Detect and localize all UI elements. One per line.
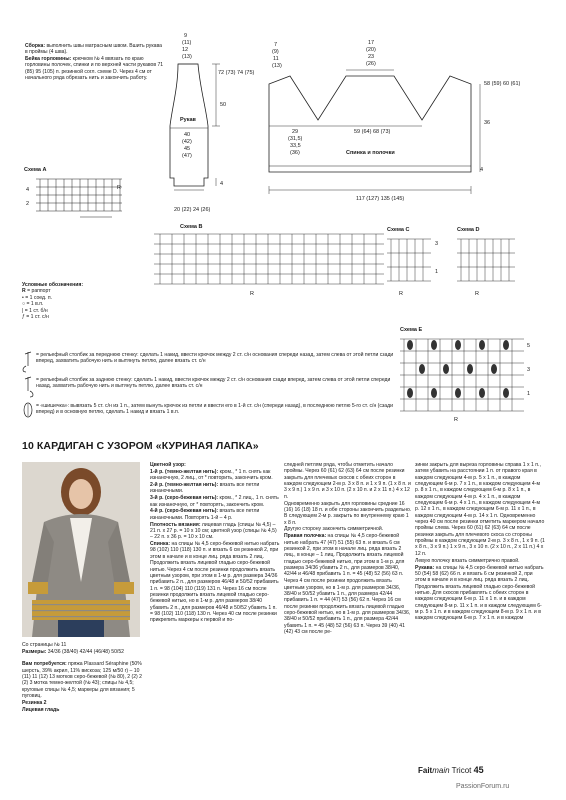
shoulder-0: 7 — [274, 42, 278, 48]
sleeve-top-0: 9 — [184, 33, 188, 39]
column-3 — [284, 462, 412, 636]
front-width-3: (36) — [290, 150, 300, 156]
legend-item-3: | = 1 ст. б/н — [22, 307, 48, 314]
scheme-b-label: Схема B — [180, 224, 203, 230]
neck-1: (20) — [366, 47, 376, 53]
scheme-d — [455, 225, 535, 305]
neck-2: 23 — [368, 54, 375, 60]
legend-back-post: = рельефный столбик за заднюю стенку: сделать 1 накид, ввести крючок между 2 ст. с/н основания сзади вперед, затем слева от этой петли спереди назад, захватить рабочую нить и вытянуть петлю, далее вязать ст. с/н — [36, 377, 391, 390]
row-1: 1-й р. (темно-желтая нить): кром., * 1 п. снять как изнаночную, 2 лиц., от * повторить, закончить кром. — [150, 468, 273, 482]
legend-bump: = «шишечка»: вывязать 5 ст. с/н из 1 п., затем вынуть крючок из петли и ввести его в 1-й ст. с/н (спереди назад), в последнюю петлю 5-го ст. с/н (сзади вперед) и в основную петлю, сделать 1 накид и вязать 1 в.п. — [36, 403, 393, 416]
col3-text3: Другую сторону закончить симметричной. — [284, 526, 384, 533]
scheme-c-row-3: 3 — [435, 241, 439, 247]
scheme-a-row-2: 2 — [26, 201, 30, 207]
materials: Вам потребуется: пряжа Plassard Séraphine (50% шерсть, 39% акрил, 11% вискоза; 125 м/50 г) – 10 (11) 11 (12) 13 мотков серо-бежевой (№ 80), 2 (2) 2 (2) 3 мотка темно-желтой (№ 43); спицы № 4,5; круговые спицы № 4,5; маркеры для вязания; 5 пуговиц. — [22, 661, 142, 699]
legend-symbols — [20, 350, 36, 420]
total-width: 117 (127) 135 (145) — [356, 196, 405, 202]
cardigan-photo — [22, 462, 140, 637]
shoulder-3: (13) — [272, 63, 282, 69]
density: Плотность вязания: лицевая гладь (спицы № 4,5) – 21 п. x 27 р. = 10 x 10 см; цветной узор (спицы № 4,5) – 22 п. x 36 р. = 10 x 10 см. — [150, 521, 277, 541]
scheme-d-label: Схема D — [457, 227, 480, 233]
scheme-e-label: Схема E — [400, 327, 423, 333]
legend-item-1: • = 1 соед. п. — [22, 294, 52, 301]
back-width: 59 (64) 68 (73) — [354, 129, 391, 135]
pattern-label: Цветной узор: — [150, 462, 186, 468]
assembly-text: Сборка: выполнить швы матрасным швом. Вшить рукава в проймы (4 шва). Бейка горловины: крючком № 4 ввязать по краю горловины полочек, спинки и по верхней части рукавов 71 (85) 95 (105) п. резинкой согл. схеме D. Через 4 см от начального ряда обрезать нить и закончить работу. — [25, 43, 164, 82]
scheme-e-row-1: 1 — [527, 391, 531, 397]
col4-text1: зинки закрыть для выреза горловины справа 1 x 1 п., затем убавить на расстоянии 1 п. от правого края в каждом следующем 4-м р. 5 x 1 п., в каждом следующем 6-м р. 7 x 1 п., в каждом следующем 4-м р. 8 x 1 п., в каждом следующем 6-м р. 8 x 1 п., в каждом следующем 4-м р. 4 x 1 п., в каждом следующем 6-м р. 4 x 1 п., в каждом следующем 4-м р. 12 x 1 п., в каждом следующем 6-м р. 11 x 1 п., в каждом следующем 4-м р. 14 x 1 п. Одновременно через 40 см после резинки отметить маркером начало проймы слева. Через 60 (61) 62 (63) 64 см после резинки закрыть для плечевого скоса со стороны проймы в каждом следующем 2-м р. 3 x 8 п., 1 x 9 п. (1 x 8 п., 3 x 9 п.) 1 x 9 п., 3 x 10 п. (2 x 10 п., 2 x 11 п.) 4 x 12 п. — [415, 462, 545, 557]
footer — [418, 765, 484, 775]
right-front: Правая полочка: на спицы № 4,5 серо-бежевой нитью набрать 47 (47) 51 (55) 63 п. и вязать 6 см резинкой 2, при этом в начале лиц. ряда вязать 2 лиц., в конце – 1 лиц. Продолжить вязать лицевой гладью серо-бежевой нитью, при этом в 1-м р. для размера 34/36 убавить 2 п., для размеров 38/40, 42/44 и 46/48 прибавить 1 п. = 45 (48) 52 (56) 63 п. — [284, 533, 405, 578]
column-4 — [415, 462, 545, 622]
legend — [22, 282, 147, 320]
sleeve-label: Рукав — [180, 117, 196, 123]
col3-text1: следней петлям ряда, чтобы отметить начало проймы. Через 60 (61) 62 (63) 64 см после резинки закрыть для плечевых скосов с обеих сторон в каждом следующем 2-м р. 3 x 8 п. и 1 x 9 п. (1 x 8 п. и 3 x 9 п.) 1 x 9 п. и 3 x 10 п. (2 x 10 п. и 2 x 11 п.) 4 x 12 п. — [284, 462, 411, 500]
row-4: 4-й р. (серо-бежевая нить): вязать все петли изнаночными. Повторять 1-й – 4 р. — [150, 508, 260, 521]
scheme-e-row-5: 5 — [527, 343, 531, 349]
body-label: Спинка и полочки — [346, 150, 395, 156]
shoulder-2: 11 — [273, 56, 279, 62]
sleeve-width-0: 40 — [184, 132, 191, 138]
brand: Fait — [418, 766, 433, 775]
total-height: 58 (59) 60 (61) — [484, 81, 521, 87]
stockinette-label: Лицевая гладь — [22, 706, 60, 713]
col4-text2: Левую полочку вязать симметрично правой. — [415, 557, 520, 564]
sleeve-width-1: (42) — [182, 139, 192, 145]
sleeve-height: 50 — [220, 102, 227, 108]
sleeve-top-1: (11) — [182, 40, 192, 46]
sleeve-width-3: (47) — [182, 153, 192, 159]
scheme-a-row-4: 4 — [26, 187, 30, 193]
scheme-b — [150, 222, 390, 300]
legend-heading: Условные обозначения: — [22, 282, 84, 288]
row-3: 3-й р. (серо-бежевая нить): кром., * 2 лиц., 1 п. снять как изнаночную, от * повторять, закончить кром. — [150, 495, 279, 508]
front-width-1: (31,5) — [288, 136, 303, 142]
shoulder-1: (9) — [272, 49, 279, 55]
article-title: 10 КАРДИГАН С УЗОРОМ «КУРИНАЯ ЛАПКА» — [22, 440, 259, 452]
sleeve-cuff: 4 — [220, 181, 224, 187]
sleeve-top-3: (13) — [182, 54, 192, 60]
legend-item-2: ○ = 1 в.п. — [22, 301, 44, 308]
front-width-2: 33,5 — [290, 143, 301, 149]
back-instructions: Спинка: на спицы № 4,5 серо-бежевой нитью набрать 98 (102) 110 (118) 130 п. и вязать 6 см резинкой 2, при этом в начале и в конце лиц. ряда вязать 2 лиц. Продолжить вязать лицевой гладью серо-бежевой нитью. Через 4 см после резинки продолжить вязать цветным узором, при этом в 1-м р. для размера 34/36 прибавить 2 п., для размеров 46/48 и 50/52 прибавить 1 п. = 98 (104) 110 (119) 131 п. Через 16 см после резинки продолжить вязать лицевой гладью серо-бежевой нитью, но в 1-м р. для размеров 38/40 убавить 2 п., для размеров 46/48 и 50/52 убавить 1 п. = 98 (102) 110 (118) 130 п. Через 40 см после резинки прикрепить маркеры к первой и по- — [150, 541, 280, 624]
scheme-b-r: R — [250, 291, 254, 297]
sleeve-diagram — [160, 28, 270, 218]
scheme-a-label: Схема A — [24, 167, 47, 173]
rib-label: Резинка 2 — [22, 699, 47, 706]
scheme-c — [385, 225, 445, 305]
legend-item-4: ƒ = 1 ст. с/н — [22, 314, 49, 321]
brand-2: main — [432, 766, 450, 775]
sleeve-top-2: 12 — [182, 47, 189, 53]
scheme-c-label: Схема C — [387, 227, 410, 233]
photo-caption: Со страницы № 11 — [22, 642, 67, 648]
row-2: 2-й р. (темно-желтая нить): вязать все петли изнаночными. — [150, 482, 260, 495]
scheme-e — [398, 325, 538, 425]
column-2 — [150, 462, 280, 624]
legend-item-0: R = раппорт — [22, 288, 51, 295]
sleeve-width-2: 45 — [184, 146, 191, 152]
sizes: Размеры: 34/36 (38/40) 42/44 (46/48) 50/52 — [22, 648, 124, 655]
scheme-d-r: R — [475, 291, 479, 297]
sleeve-cap-height: 72 (73) 74 (75) — [218, 70, 255, 76]
sleeve-bottom: 20 (22) 24 (26) — [174, 207, 211, 213]
watermark: PassionForum.ru — [456, 783, 510, 790]
body-diagram — [266, 28, 546, 208]
neck-3: (26) — [366, 61, 376, 67]
column-1 — [22, 642, 142, 713]
scheme-c-row-1: 1 — [435, 269, 439, 275]
armhole-height: 36 — [484, 120, 491, 126]
sleeves: Рукава: на спицы № 4,5 серо-бежевой нитью набрать 50 (54) 58 (62) 66 п. и вязать 6 см резинкой 2, при этом в начале и в конце лиц. ряда вязать 2 лиц. Продолжить вязать лицевой гладью серо-бежевой нитью. Для скосов прибавлять с обеих сторон в каждом следующем 6-м р. 11 x 1 п. и в каждом следующем 8-м р. 11 x 1 п. и в каждом следующем 6-м р. 5 x 1 п. и в каждом следующем 8-м р. 9 x 1 п. и в каждом следующем 6-м р. 7 x 1 п. и в каждом — [415, 564, 544, 622]
scheme-a — [22, 165, 142, 245]
front-width-0: 29 — [292, 129, 299, 135]
scheme-e-r: R — [454, 417, 458, 423]
scheme-a-r: R — [117, 185, 121, 191]
neck-0: 17 — [368, 40, 375, 46]
hem-height: 4 — [480, 167, 484, 173]
scheme-e-row-3: 3 — [527, 367, 531, 373]
scheme-c-r: R — [399, 291, 403, 297]
col3-text2: Одновременно закрыть для горловины средние 16 (16) 16 (18) 18 п. и обе стороны закончить раздельно. В следующем 2-м р. закрыть по внутреннему краю 1 x 8 п. — [284, 500, 412, 526]
legend-front-post: = рельефный столбик за переднюю стенку: сделать 1 накид, ввести крючок между 2 ст. с/н основания спереди назад, затем слева от этой петли сзади вперед, захватить рабочую нить и вытянуть петлю, далее вязать ст. с/н — [36, 352, 394, 365]
page-number: 45 — [473, 765, 484, 775]
col3-text4: Через 4 см после резинки продолжить вязать цветным узором, но в 1-м р. для размеров 34/36, 38/40 и 50/52 убавить 1 п., для размера 42/44 прибавить 1 п. = 44 (47) 53 (56) 62 п. Через 16 см после резинки продолжить вязать лицевой гладью серо-бежевой нитью, но в 1-м р. для размеров 34/36, 38/40 и 50/52 прибавить 1 п., для размера 42/44 убавить 1 п. = 45 (48) 52 (56) 63 п. Через 39 (40) 41 (42) 43 см после ре- — [284, 578, 411, 635]
magazine-name: Tricot — [451, 766, 472, 775]
